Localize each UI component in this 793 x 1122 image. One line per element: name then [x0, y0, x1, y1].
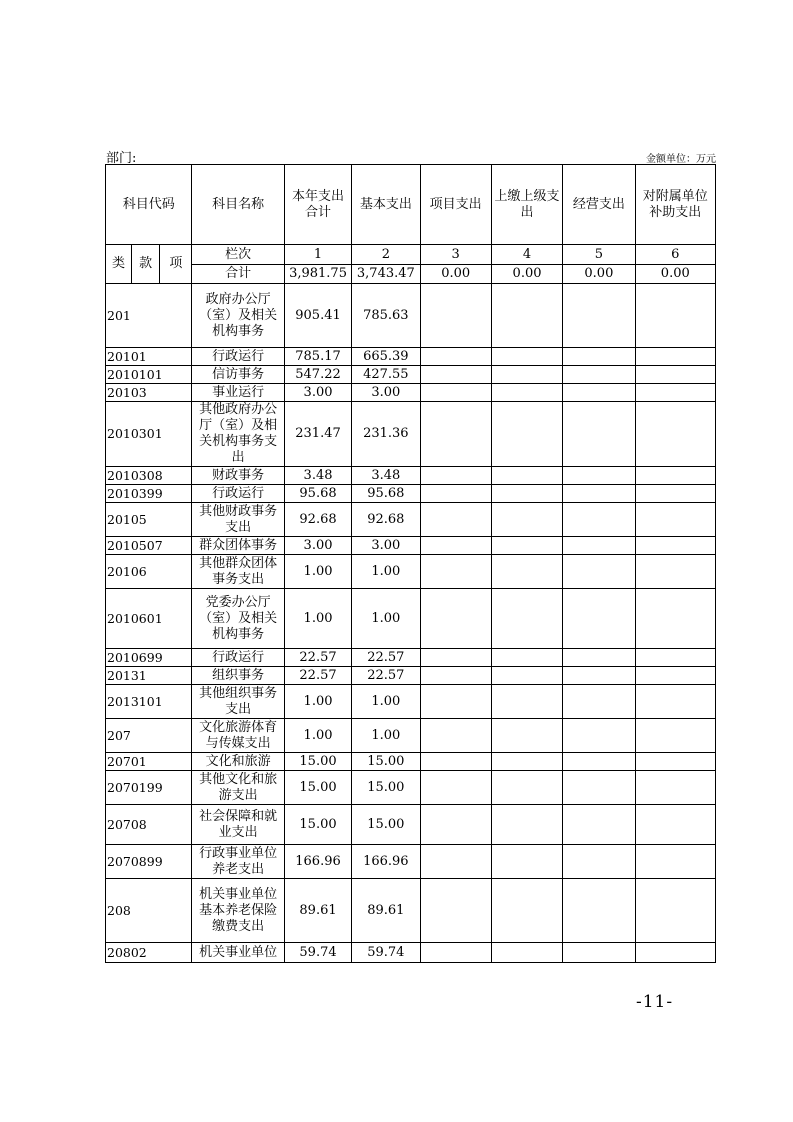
row-basic: 89.61 [352, 879, 420, 943]
row-basic: 1.00 [352, 685, 420, 719]
row-business [563, 771, 635, 805]
row-total: 3.00 [284, 384, 351, 402]
row-name: 文化旅游体育与传媒支出 [192, 719, 284, 753]
row-subsidy [635, 348, 715, 366]
row-upper [491, 503, 562, 537]
row-total: 15.00 [284, 805, 351, 845]
row-name: 组织事务 [192, 667, 284, 685]
row-business [563, 467, 635, 485]
row-name: 文化和旅游 [192, 753, 284, 771]
row-business [563, 589, 635, 649]
row-upper [491, 589, 562, 649]
row-project [420, 667, 491, 685]
row-subsidy [635, 845, 715, 879]
row-upper [491, 845, 562, 879]
row-total: 22.57 [284, 667, 351, 685]
total-business: 0.00 [563, 265, 635, 284]
row-subsidy [635, 943, 715, 963]
row-subsidy [635, 685, 715, 719]
table-row [106, 284, 716, 348]
row-basic: 3.00 [352, 384, 420, 402]
row-total: 15.00 [284, 771, 351, 805]
row-name: 社会保障和就业支出 [192, 805, 284, 845]
row-upper [491, 943, 562, 963]
row-basic: 427.55 [352, 366, 420, 384]
row-basic: 15.00 [352, 805, 420, 845]
row-project [420, 753, 491, 771]
row-code: 2013101 [106, 685, 192, 719]
col-header-code: 科目代码 [106, 165, 192, 245]
row-project [420, 485, 491, 503]
row-basic: 1.00 [352, 719, 420, 753]
row-code: 207 [106, 719, 192, 753]
row-upper [491, 485, 562, 503]
row-subsidy [635, 805, 715, 845]
row-upper [491, 879, 562, 943]
table-row [106, 719, 716, 753]
table-row [106, 771, 716, 805]
row-subsidy [635, 366, 715, 384]
row-project [420, 845, 491, 879]
row-upper [491, 537, 562, 555]
table-row [106, 649, 716, 667]
row-subsidy [635, 555, 715, 589]
row-project [420, 879, 491, 943]
row-name: 其他文化和旅游支出 [192, 771, 284, 805]
row-code: 20701 [106, 753, 192, 771]
lanci-5: 5 [563, 245, 635, 265]
row-business [563, 719, 635, 753]
col-header-total: 本年支出合计 [284, 165, 351, 245]
code-part-lei: 类 [106, 245, 132, 284]
row-total: 1.00 [284, 719, 351, 753]
row-upper [491, 467, 562, 485]
row-code: 2010601 [106, 589, 192, 649]
table-row [106, 943, 716, 963]
row-subsidy [635, 467, 715, 485]
row-basic: 166.96 [352, 845, 420, 879]
row-upper [491, 805, 562, 845]
table-row [106, 685, 716, 719]
row-name: 群众团体事务 [192, 537, 284, 555]
row-business [563, 943, 635, 963]
row-upper [491, 685, 562, 719]
page-number: -11- [636, 992, 674, 1012]
row-total: 166.96 [284, 845, 351, 879]
row-name: 行政事业单位养老支出 [192, 845, 284, 879]
row-total: 15.00 [284, 753, 351, 771]
row-project [420, 384, 491, 402]
table-row [106, 845, 716, 879]
row-subsidy [635, 879, 715, 943]
row-total: 59.74 [284, 943, 351, 963]
total-project: 0.00 [420, 265, 491, 284]
row-upper [491, 649, 562, 667]
row-code: 2070199 [106, 771, 192, 805]
row-basic: 22.57 [352, 649, 420, 667]
row-code: 2010101 [106, 366, 192, 384]
row-business [563, 503, 635, 537]
row-basic: 3.48 [352, 467, 420, 485]
lanci-4: 4 [491, 245, 562, 265]
row-total: 3.00 [284, 537, 351, 555]
row-code: 2010507 [106, 537, 192, 555]
row-subsidy [635, 667, 715, 685]
row-basic: 15.00 [352, 771, 420, 805]
row-basic: 92.68 [352, 503, 420, 537]
row-name: 财政事务 [192, 467, 284, 485]
row-subsidy [635, 503, 715, 537]
row-upper [491, 753, 562, 771]
row-project [420, 771, 491, 805]
row-basic: 665.39 [352, 348, 420, 366]
table-row [106, 879, 716, 943]
row-basic: 785.63 [352, 284, 420, 348]
row-subsidy [635, 649, 715, 667]
row-project [420, 943, 491, 963]
table-row [106, 366, 716, 384]
col-header-upper: 上缴上级支出 [491, 165, 562, 245]
row-code: 20105 [106, 503, 192, 537]
row-project [420, 537, 491, 555]
row-name: 其他财政事务支出 [192, 503, 284, 537]
table-row [106, 384, 716, 402]
row-basic: 1.00 [352, 555, 420, 589]
unit-label: 金额单位：万元 [646, 154, 716, 165]
table-row [106, 805, 716, 845]
row-business [563, 366, 635, 384]
row-subsidy [635, 719, 715, 753]
lanci-1: 1 [284, 245, 351, 265]
row-code: 2010699 [106, 649, 192, 667]
total-total: 3,981.75 [284, 265, 351, 284]
row-basic: 22.57 [352, 667, 420, 685]
row-code: 20708 [106, 805, 192, 845]
total-basic: 3,743.47 [352, 265, 420, 284]
row-business [563, 384, 635, 402]
row-name: 行政运行 [192, 348, 284, 366]
header-row [106, 165, 716, 245]
col-header-basic: 基本支出 [352, 165, 420, 245]
row-subsidy [635, 753, 715, 771]
row-business [563, 649, 635, 667]
row-subsidy [635, 537, 715, 555]
row-business [563, 348, 635, 366]
table-row [106, 753, 716, 771]
row-business [563, 845, 635, 879]
row-upper [491, 366, 562, 384]
table-row [106, 555, 716, 589]
table-row [106, 467, 716, 485]
row-project [420, 467, 491, 485]
row-name: 机关事业单位基本养老保险缴费支出 [192, 879, 284, 943]
row-project [420, 366, 491, 384]
row-total: 22.57 [284, 649, 351, 667]
row-code: 208 [106, 879, 192, 943]
row-subsidy [635, 771, 715, 805]
expenditure-table [105, 164, 716, 963]
row-upper [491, 348, 562, 366]
row-total: 785.17 [284, 348, 351, 366]
lanci-row [106, 245, 716, 265]
row-project [420, 503, 491, 537]
row-subsidy [635, 402, 715, 467]
row-business [563, 485, 635, 503]
table-row [106, 667, 716, 685]
row-upper [491, 667, 562, 685]
row-basic: 95.68 [352, 485, 420, 503]
row-business [563, 284, 635, 348]
row-upper [491, 284, 562, 348]
total-row [106, 265, 716, 284]
row-basic: 1.00 [352, 589, 420, 649]
row-basic: 59.74 [352, 943, 420, 963]
row-total: 905.41 [284, 284, 351, 348]
row-name: 政府办公厅（室）及相关机构事务 [192, 284, 284, 348]
row-upper [491, 719, 562, 753]
row-total: 1.00 [284, 589, 351, 649]
row-business [563, 685, 635, 719]
row-name: 机关事业单位 [192, 943, 284, 963]
row-name: 事业运行 [192, 384, 284, 402]
row-code: 2010301 [106, 402, 192, 467]
row-project [420, 589, 491, 649]
row-total: 89.61 [284, 879, 351, 943]
row-subsidy [635, 384, 715, 402]
row-code: 20103 [106, 384, 192, 402]
row-total: 95.68 [284, 485, 351, 503]
row-project [420, 649, 491, 667]
lanci-2: 2 [352, 245, 420, 265]
row-business [563, 805, 635, 845]
row-code: 2010399 [106, 485, 192, 503]
table-row [106, 589, 716, 649]
row-total: 3.48 [284, 467, 351, 485]
table-body [106, 165, 716, 963]
row-total: 547.22 [284, 366, 351, 384]
col-header-subsidy: 对附属单位补助支出 [635, 165, 715, 245]
total-subsidy: 0.00 [635, 265, 715, 284]
lanci-6: 6 [635, 245, 715, 265]
row-basic: 231.36 [352, 402, 420, 467]
row-total: 231.47 [284, 402, 351, 467]
row-business [563, 879, 635, 943]
row-name: 其他政府办公厅（室）及相关机构事务支出 [192, 402, 284, 467]
row-total: 1.00 [284, 555, 351, 589]
code-part-kuan: 款 [132, 245, 160, 284]
row-code: 2070899 [106, 845, 192, 879]
row-total: 92.68 [284, 503, 351, 537]
row-upper [491, 555, 562, 589]
row-project [420, 719, 491, 753]
total-label: 合计 [192, 265, 284, 284]
table-row [106, 503, 716, 537]
row-subsidy [635, 284, 715, 348]
row-name: 信访事务 [192, 366, 284, 384]
row-name: 其他组织事务支出 [192, 685, 284, 719]
department-label: 部门: [106, 151, 137, 166]
row-business [563, 555, 635, 589]
col-header-project: 项目支出 [420, 165, 491, 245]
col-header-business: 经营支出 [563, 165, 635, 245]
row-business [563, 753, 635, 771]
row-code: 20101 [106, 348, 192, 366]
row-project [420, 685, 491, 719]
row-total: 1.00 [284, 685, 351, 719]
row-subsidy [635, 485, 715, 503]
row-name: 行政运行 [192, 649, 284, 667]
row-code: 2010308 [106, 467, 192, 485]
row-basic: 15.00 [352, 753, 420, 771]
row-name: 其他群众团体事务支出 [192, 555, 284, 589]
row-project [420, 284, 491, 348]
row-code: 20131 [106, 667, 192, 685]
code-part-xiang: 项 [160, 245, 192, 284]
table-row [106, 348, 716, 366]
row-business [563, 537, 635, 555]
row-upper [491, 771, 562, 805]
row-business [563, 667, 635, 685]
lanci-3: 3 [420, 245, 491, 265]
row-code: 20802 [106, 943, 192, 963]
row-project [420, 805, 491, 845]
row-upper [491, 384, 562, 402]
row-code: 201 [106, 284, 192, 348]
row-project [420, 402, 491, 467]
table-row [106, 537, 716, 555]
row-upper [491, 402, 562, 467]
row-project [420, 348, 491, 366]
row-basic: 3.00 [352, 537, 420, 555]
total-upper: 0.00 [491, 265, 562, 284]
row-business [563, 402, 635, 467]
lanci-label: 栏次 [192, 245, 284, 265]
table-row [106, 485, 716, 503]
row-name: 党委办公厅（室）及相关机构事务 [192, 589, 284, 649]
row-subsidy [635, 589, 715, 649]
row-project [420, 555, 491, 589]
row-code: 20106 [106, 555, 192, 589]
table-row [106, 402, 716, 467]
col-header-name: 科目名称 [192, 165, 284, 245]
row-name: 行政运行 [192, 485, 284, 503]
